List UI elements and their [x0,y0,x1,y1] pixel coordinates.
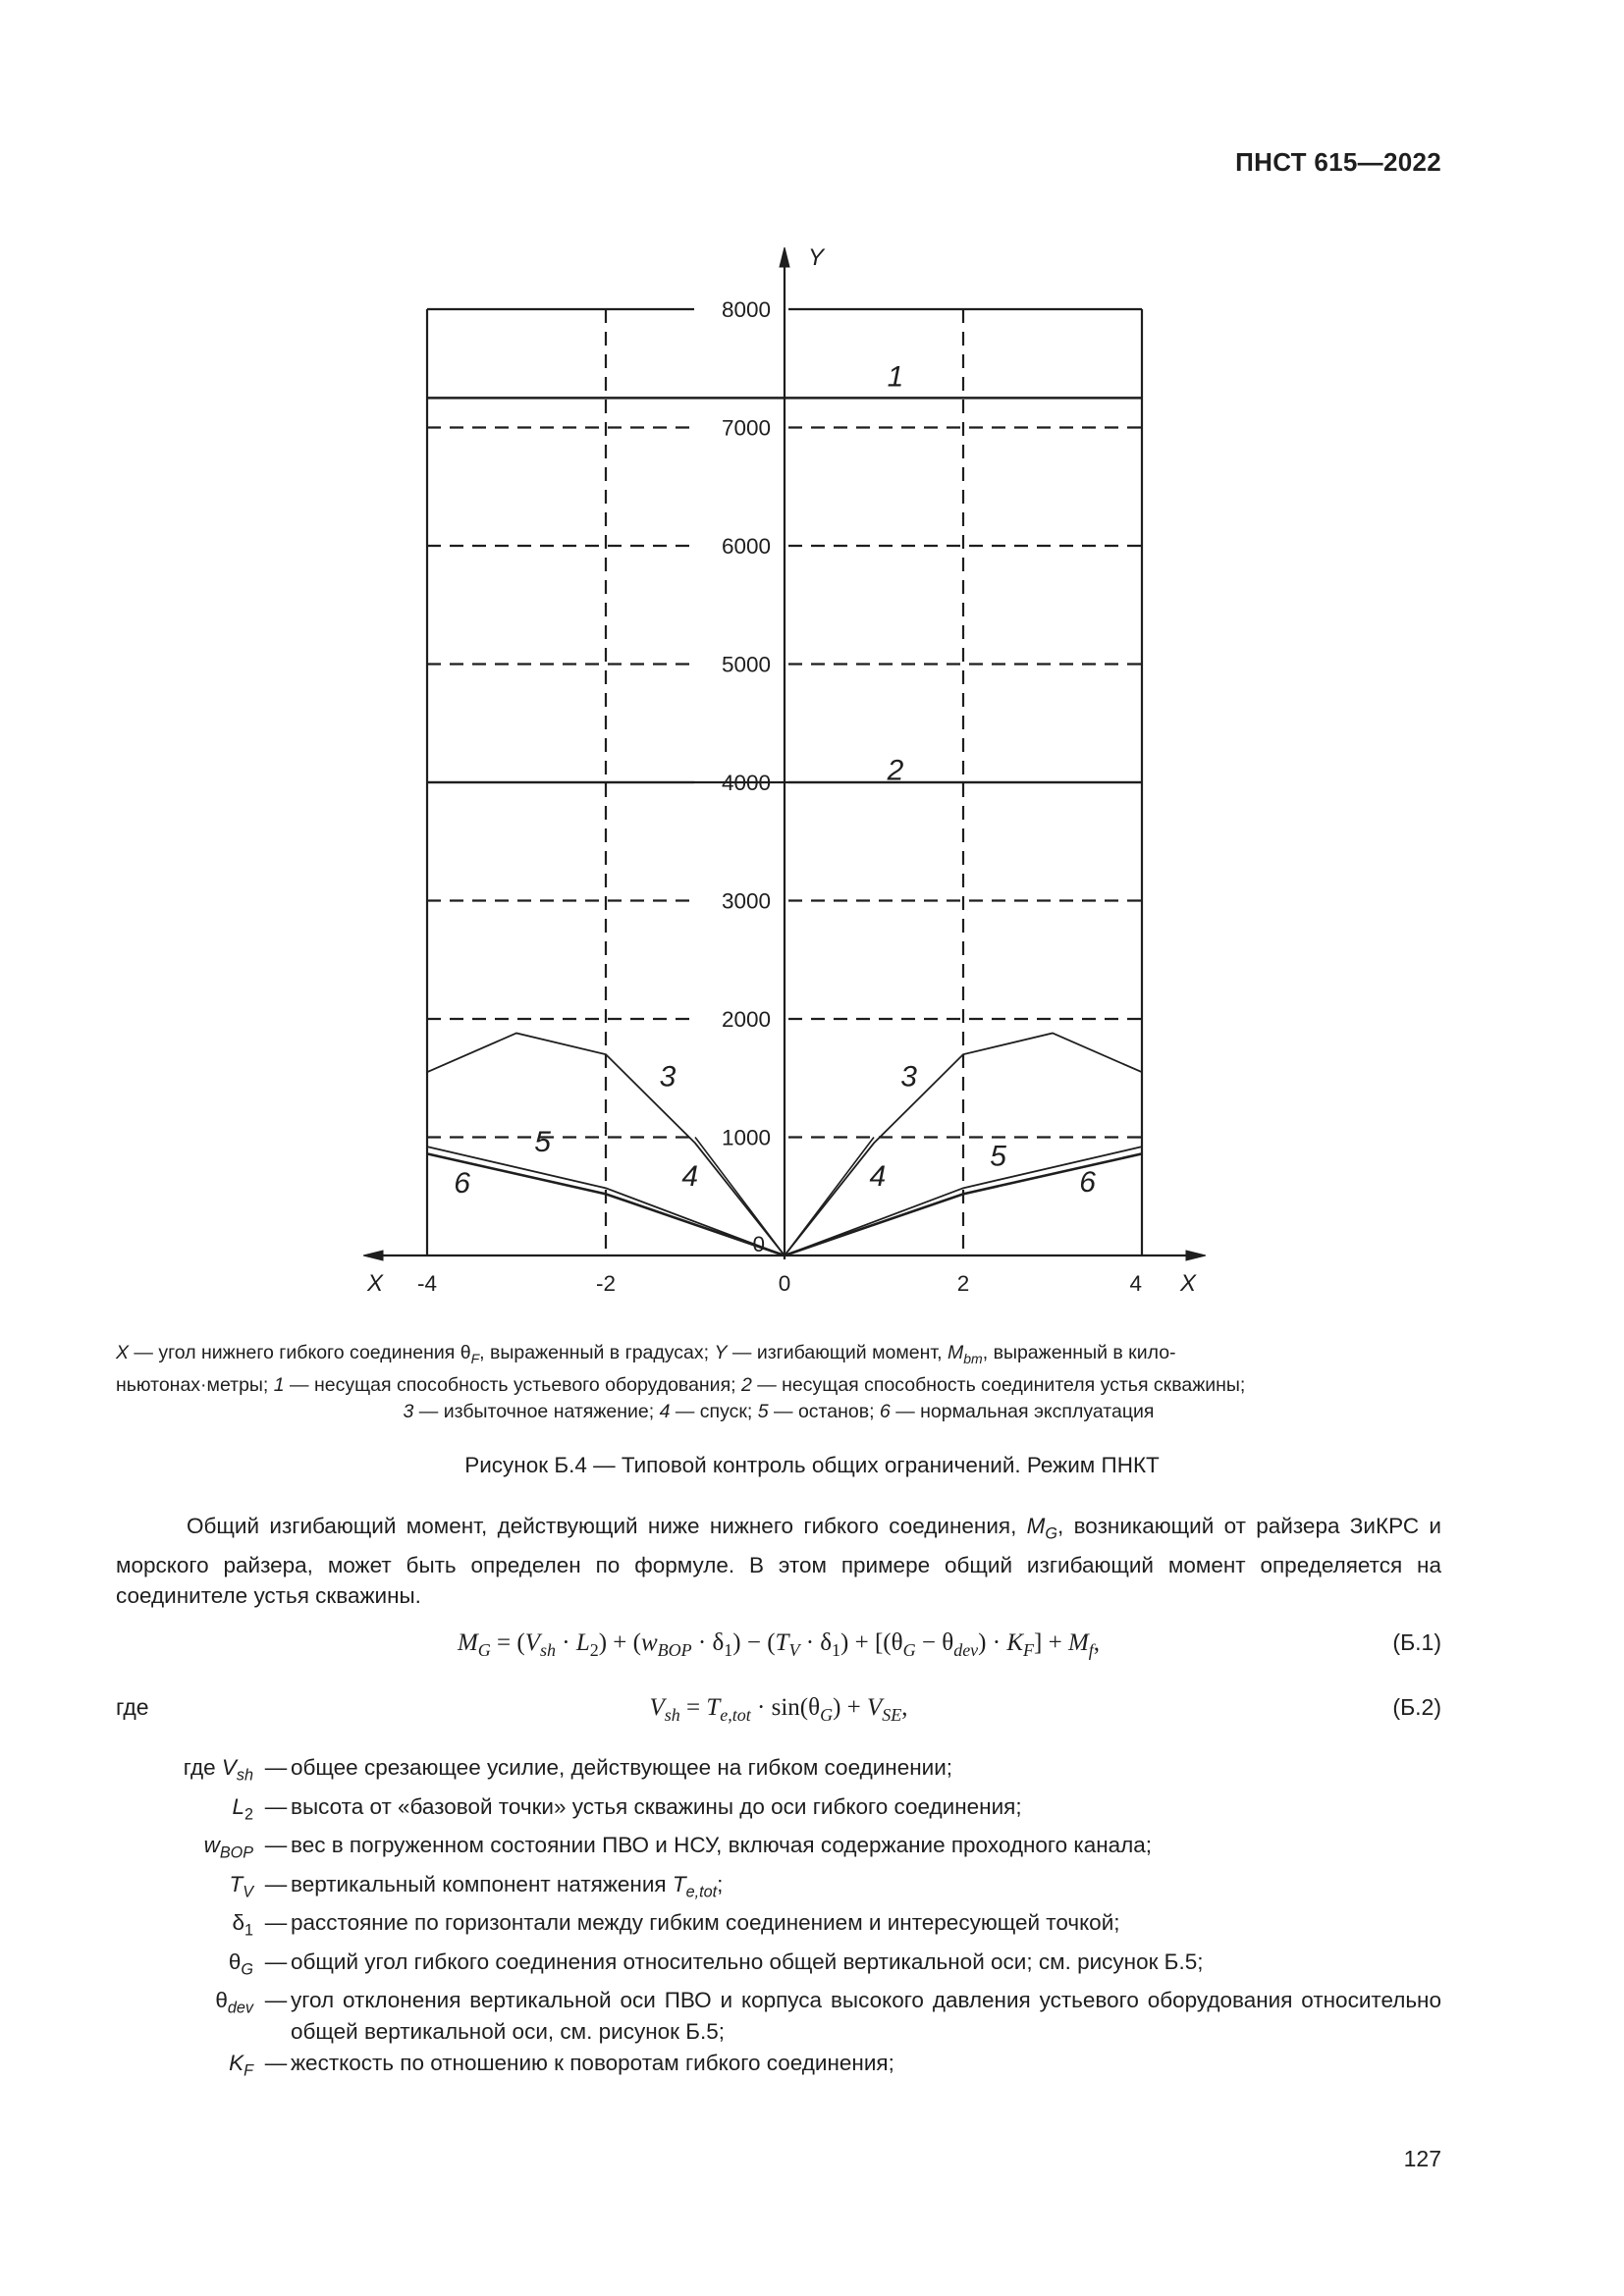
definition-symbol: $K_F$ [229,2051,253,2080]
definition-row [116,1907,1441,1947]
figure-caption: Рисунок Б.4 — Типовой контроль общих ограничений. Режим ПНКТ [464,1453,1160,1477]
y-tick-label-1000: 1000 [721,1125,771,1150]
x-tick-label-4: 4 [1129,1271,1142,1296]
series-6-label-right: 6 [1079,1165,1096,1199]
symbol-definitions [116,1752,1441,2087]
definition-dash: — [264,1988,288,2012]
series-5-label-left: 5 [534,1125,551,1158]
x-axis-label-left: X [366,1270,384,1297]
x-axis-label-right: X [1179,1270,1197,1297]
figure-legend [116,1340,1441,1425]
definition-dash: — [264,1833,288,1857]
definition-dash: — [264,1910,288,1935]
definition-row [116,1985,1441,2048]
series-1-label-right: 1 [887,360,904,394]
y-axis-label: Y [808,244,825,271]
x-tick-label--4: -4 [416,1271,438,1296]
definition-row [116,1830,1441,1869]
definition-symbol: $w_{BOP}$ [203,1833,253,1862]
definition-dash: — [264,1793,288,1819]
series-3-label-right: 3 [900,1060,917,1094]
definition-row [116,2048,1441,2087]
y-tick-label-8000: 8000 [721,297,771,322]
x-tick-label-2: 2 [956,1271,970,1296]
definition-text: общее срезающее усилие, действующее на гибком соединении; [291,1755,953,1780]
formula-b1-expression: $M_G = (V_{sh} \cdot L_2) + (w_{BOP} \cdot \delta_1) - (T_V \cdot \delta_1) + [(\theta_G - \theta_{dev}) \cdot K_F] + M_f$, [457,1629,1101,1660]
x-axis-arrow-left [363,1251,383,1260]
x-tick-label-0: 0 [778,1271,791,1296]
series-4-label-left: 4 [681,1159,699,1193]
chart-tick-labels [366,244,1197,1297]
formula-b2 [116,1694,1441,1728]
definition-text: высота от «базовой точки» устья скважины до оси гибкого соединения; [291,1793,1022,1819]
y-tick-label-7000: 7000 [721,415,771,441]
definition-dash: — [264,1949,288,1974]
definition-symbol: $\theta_G$ [228,1949,253,1978]
y-tick-label-5000: 5000 [721,652,771,677]
definition-text: вертикальный компонент натяжения $T_{e,tot}$; [291,1871,724,1900]
definition-symbol: где $V_{sh}$ [183,1755,253,1785]
definition-text: жесткость по отношению к поворотам гибкого соединения; [291,2051,894,2075]
x-axis-arrow-right [1186,1251,1206,1260]
definition-row [116,1869,1441,1908]
y-tick-label-0: 0 [752,1232,765,1256]
definition-symbol: $\delta_1$ [232,1910,253,1940]
legend-line-3: 3 — избыточное натяжение; 4 — спуск; 5 — останов; 6 — нормальная эксплуатация [403,1400,1155,1422]
definition-text: расстояние по горизонтали между гибким соединением и интересующей точкой; [291,1910,1120,1935]
definition-text: общий угол гибкого соединения относительно общей вертикальной оси; см. рисунок Б.5; [291,1949,1204,1974]
document-header: ПНСТ 615—2022 [1235,147,1441,177]
y-tick-label-6000: 6000 [721,534,771,559]
y-tick-label-2000: 2000 [721,1007,771,1032]
formula-b2-number: (Б.2) [1392,1694,1441,1720]
formula-b1 [116,1629,1441,1663]
y-tick-label-4000: 4000 [721,771,771,795]
y-axis-arrow [780,247,789,267]
series-5-label-right: 5 [990,1140,1006,1173]
legend-line-2: ньютонах·метры; 1 — несущая способность устьевого оборудования; 2 — несущая способность соединителя устья скважины; [116,1373,1246,1396]
body-paragraph: Общий изгибающий момент, действующий ниже нижнего гибкого соединения, $M_G$, возникающий от райзера ЗиКРС и морского райзера, может быть определен по формуле. В этом примере общий изгибающий момент определяется на соединителе устья скважины. [116,1514,1441,1608]
definition-row [116,1947,1441,1986]
definition-text: угол отклонения вертикальной оси ПВО и корпуса высокого давления устьевого оборудования относительно общей вертикальной оси, см. рисунок Б.5; [291,1988,1441,2044]
series-6-label-left: 6 [454,1167,470,1201]
definition-dash: — [264,1755,288,1780]
formula-b2-lead: где [116,1694,149,1720]
definition-symbol: $L_2$ [232,1793,253,1823]
chart-axes [363,247,1206,1260]
definition-row [116,1791,1441,1831]
definition-symbol: $T_V$ [229,1871,253,1900]
definition-symbol: $\theta_{dev}$ [215,1988,253,2017]
page-number: 127 [1403,2146,1441,2171]
x-tick-label--2: -2 [595,1271,617,1296]
series-2-label-right: 2 [887,754,904,787]
y-tick-label-3000: 3000 [721,888,771,914]
definition-dash: — [264,1871,288,1896]
formula-b1-number: (Б.1) [1392,1629,1441,1655]
definition-text: вес в погруженном состоянии ПВО и НСУ, включая содержание проходного канала; [291,1833,1153,1857]
series-4-label-right: 4 [869,1159,887,1193]
definition-row [116,1752,1441,1791]
legend-line-1: X — угол нижнего гибкого соединения $\theta_F$, выраженный в градусах; Y — изгибающий момент, $M_{bm}$, выраженный в кило- [116,1342,1176,1366]
formula-b2-expression: $V_{sh} = T_{e,tot} \cdot \sin(\theta_G) + V_{SE}$, [649,1694,908,1725]
chart-series-labels [454,360,1096,1200]
series-3-label-left: 3 [659,1060,677,1094]
definition-dash: — [264,2051,288,2075]
